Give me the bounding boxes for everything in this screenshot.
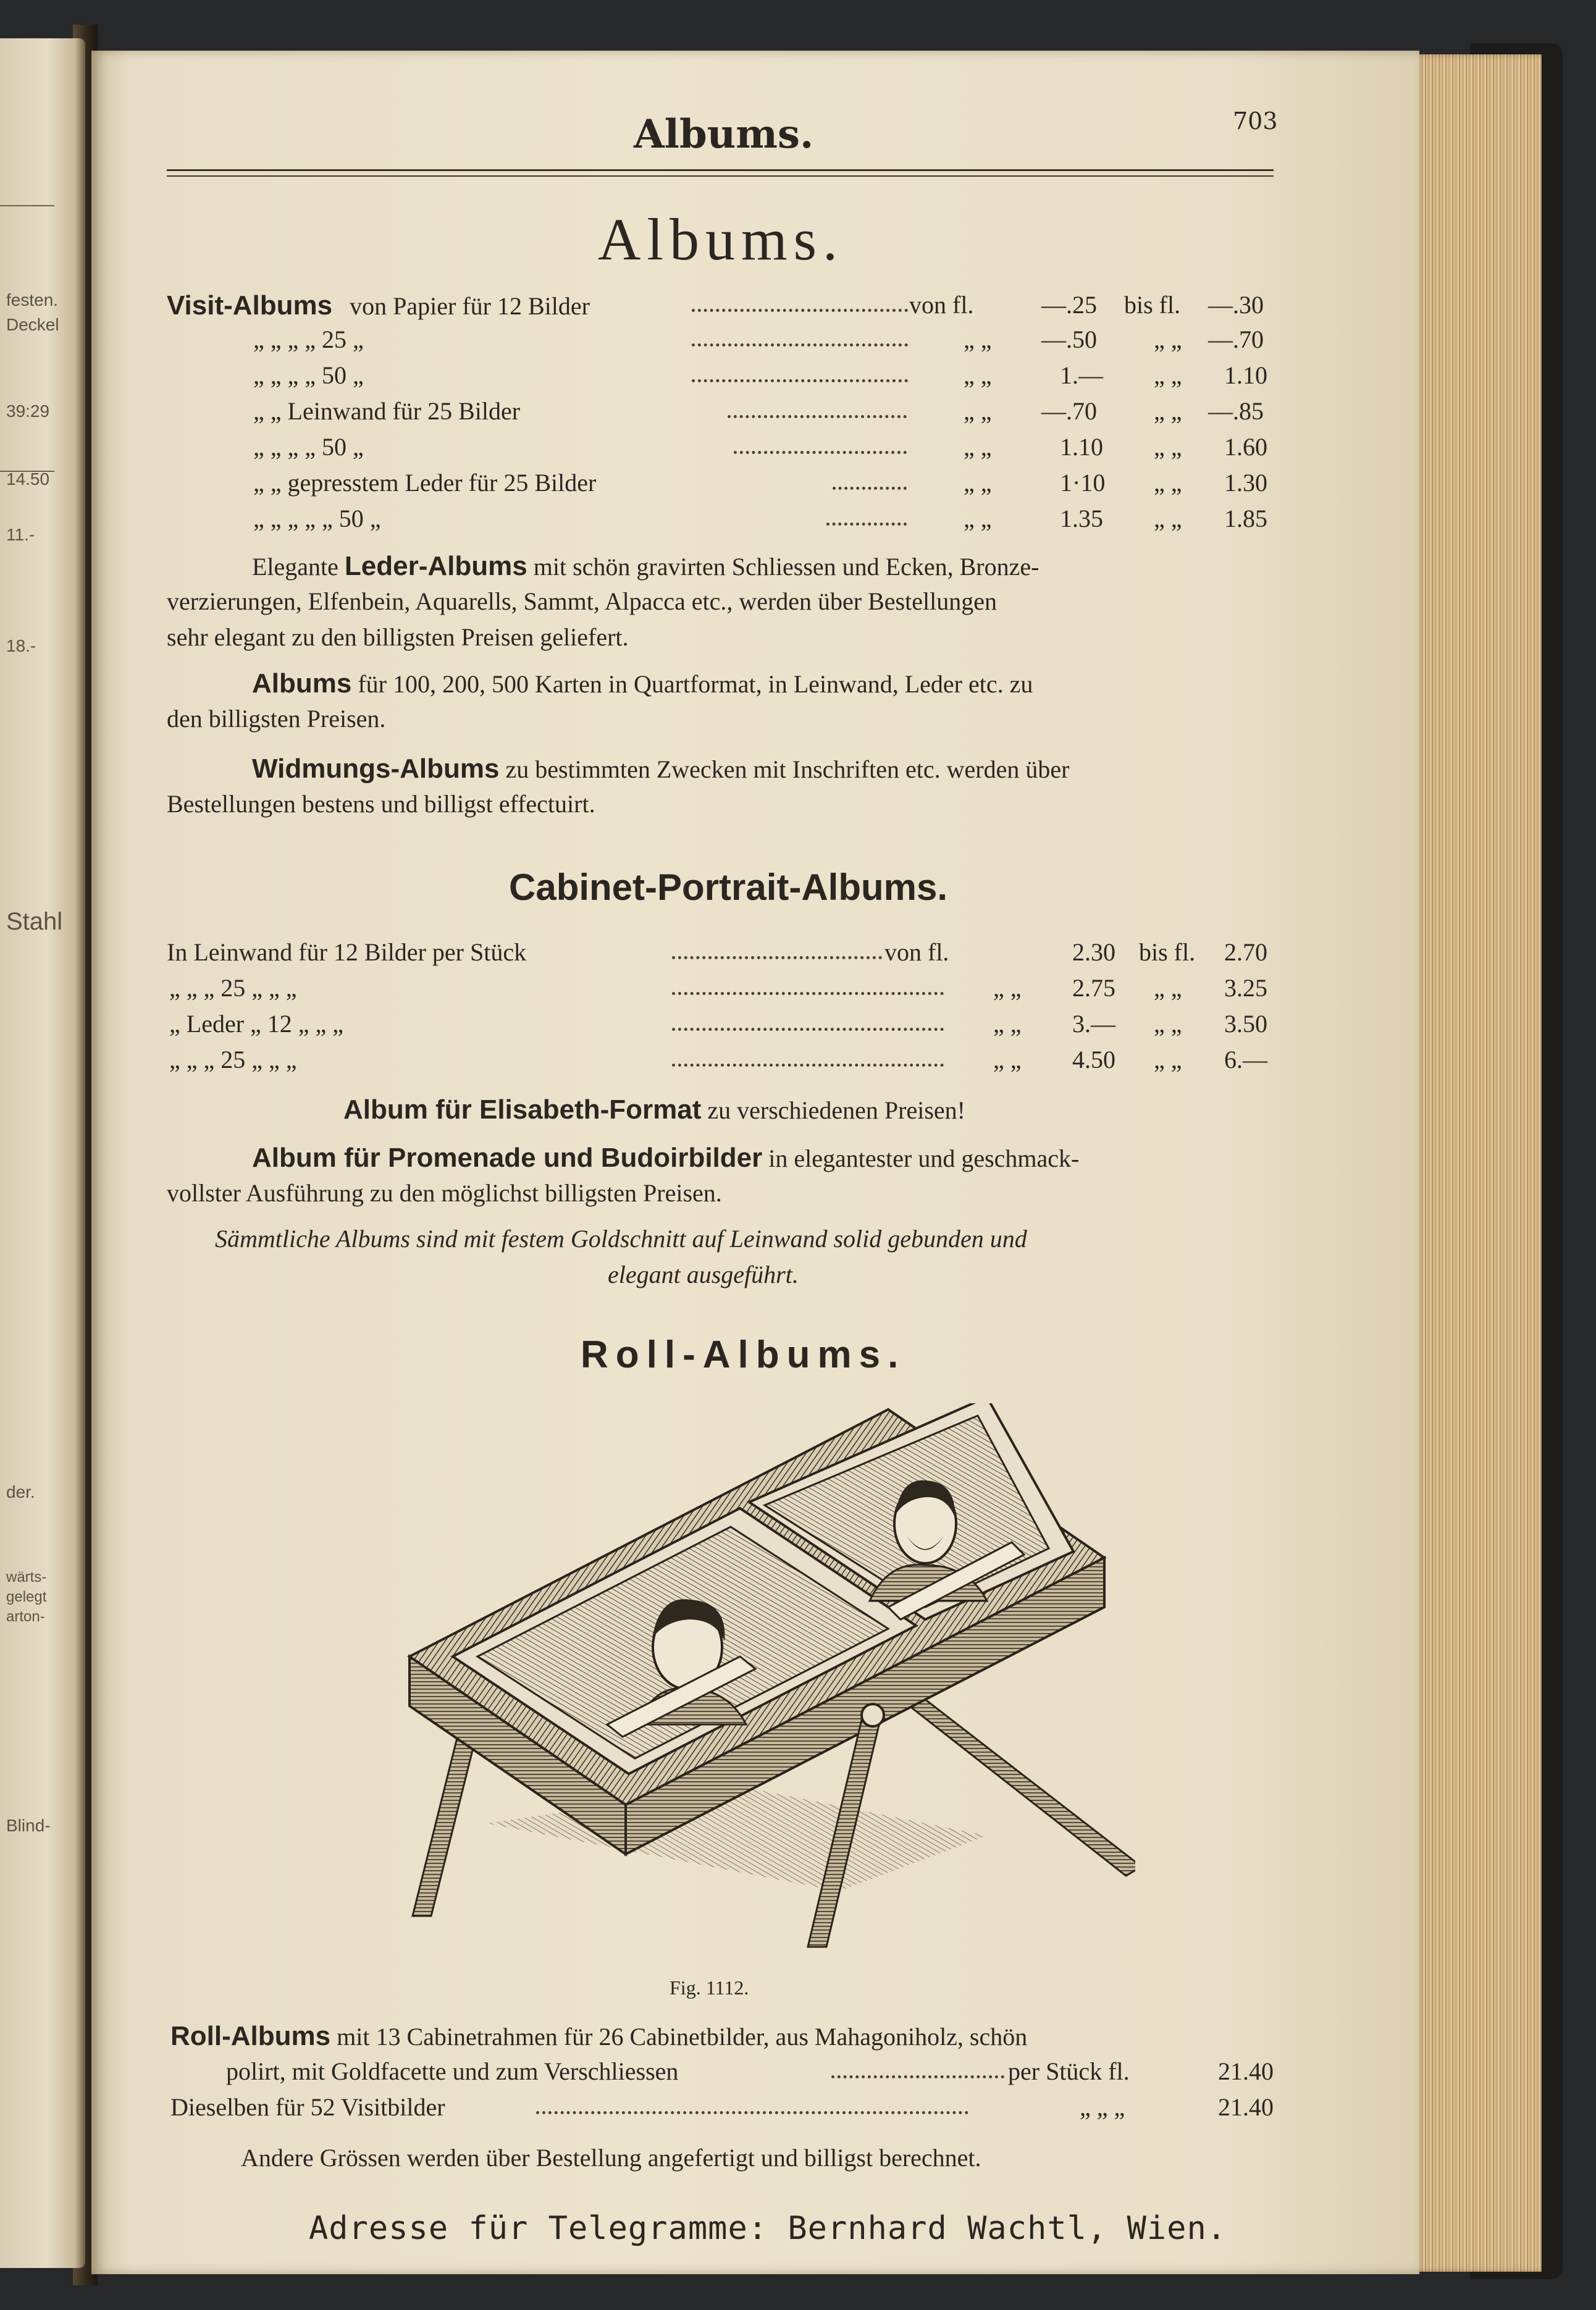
row-price-from: —.25 (1041, 291, 1097, 319)
roll-album-illustration (394, 1403, 1135, 1990)
row-unit: „ „ (964, 433, 992, 461)
paragraph-line: Andere Grössen werden über Bestellung angefertigt und billigst berechnet. (241, 2144, 981, 2172)
row-price-to: —.70 (1208, 326, 1264, 353)
row-price-to: 1.10 (1224, 361, 1267, 389)
row-label: „ Leder „ 12 „ „ „ (169, 1010, 344, 1038)
paragraph-line: polirt, mit Goldfacette und zum Verschliessen (226, 2057, 679, 2085)
row-price-from: 1.10 (1060, 433, 1103, 461)
row-bis: „ „ (1154, 974, 1182, 1002)
book-page (91, 51, 1419, 2274)
left-page-fragment (0, 38, 85, 2268)
row-label: „ „ „ 25 „ „ „ (169, 974, 297, 1002)
paragraph-line: vollster Ausführung zu den möglichst billigsten Preisen. (167, 1179, 722, 1207)
paragraph-bold: Albums (252, 668, 352, 699)
paragraph-line (343, 1094, 965, 1125)
left-fragment-text: arton- (6, 1608, 45, 1625)
row-price-from: 1.— (1060, 361, 1103, 389)
row-unit: „ „ (964, 361, 992, 389)
row-bis: „ „ (1154, 1010, 1182, 1038)
row-unit: von fl. (884, 938, 949, 966)
paragraph-line: Bestellungen bestens und billigst effectuirt. (167, 790, 595, 818)
section-title: Albums. (598, 206, 844, 272)
row-unit: „ „ (993, 1046, 1022, 1073)
paragraph-text: zu bestimmten Zwecken mit Inschriften etc. werden über (505, 755, 1070, 783)
row-bis: „ „ (1154, 505, 1182, 532)
paragraph-text: in elegantester und geschmack- (768, 1144, 1080, 1172)
paragraph-lead: Elegante (252, 553, 338, 581)
row-price-to: —.30 (1208, 291, 1264, 319)
row-price-from: —.50 (1041, 326, 1097, 353)
page-edges (1414, 54, 1542, 2272)
row-price-to: 1.85 (1224, 505, 1267, 532)
row-unit: per Stück fl. (1008, 2057, 1130, 2085)
row-price-from: 4.50 (1072, 1046, 1115, 1073)
italic-note: Sämmtliche Albums sind mit festem Goldschnitt auf Leinwand solid gebunden und (215, 1225, 1027, 1253)
section-title: Cabinet-Portrait-Albums. (509, 867, 948, 908)
left-fragment-text: wärts- (6, 1569, 47, 1586)
row-bis: „ „ (1154, 326, 1182, 353)
row-price-from: 3.— (1072, 1010, 1115, 1038)
row-label: „ „ „ „ „ 50 „ (253, 505, 381, 532)
paragraph-bold: Album für Elisabeth-Format (343, 1094, 702, 1125)
row-unit: von fl. (909, 291, 974, 319)
row-unit: „ „ (964, 397, 992, 425)
telegram-footer: Adresse für Telegramme: Bernhard Wachtl, Wien. (309, 2210, 1227, 2247)
row-label: „ „ „ „ 50 „ (253, 433, 364, 461)
row-price-from: —.70 (1041, 397, 1097, 425)
row-bis: bis fl. (1124, 291, 1181, 319)
row-price-from: 1·10 (1060, 469, 1106, 497)
row-unit: „ „ (993, 974, 1022, 1002)
paragraph-text: zu verschiedenen Preisen! (707, 1096, 965, 1124)
paragraph-line: sehr elegant zu den billigsten Preisen geliefert. (167, 623, 629, 651)
row-bis: bis fl. (1139, 938, 1196, 966)
row-unit: „ „ (964, 505, 992, 532)
paragraph-bold: Leder-Albums (344, 551, 527, 581)
row-price-from: 2.75 (1072, 974, 1115, 1002)
left-fragment-text: festen. (6, 290, 59, 309)
paragraph-text: mit schön gravirten Schliessen und Ecken, Bronze- (533, 553, 1040, 581)
left-fragment-text: gelegt (6, 1589, 47, 1605)
price-row (167, 290, 590, 321)
paragraph-line: Dieselben für 52 Visitbilder (170, 2093, 445, 2121)
paragraph-line: verzierungen, Elfenbein, Aquarells, Sammt, Alpacca etc., werden über Bestellungen (167, 587, 997, 615)
row-label: In Leinwand für 12 Bilder per Stück (167, 938, 527, 966)
row-unit: „ „ (993, 1010, 1022, 1038)
section-title: Roll-Albums. (581, 1334, 906, 1376)
row-label: „ „ gepresstem Leder für 25 Bilder (253, 469, 597, 497)
paragraph-bold: Widmungs-Albums (252, 754, 500, 784)
row-label: „ „ „ „ 25 „ (253, 326, 364, 353)
row-price-to: 3.50 (1224, 1010, 1267, 1038)
left-fragment-text: 11.- (6, 525, 35, 544)
row-price-to: 3.25 (1224, 974, 1267, 1002)
row-unit: „ „ „ (1080, 2093, 1125, 2121)
paragraph-text: für 100, 200, 500 Karten in Quartformat, in Leinwand, Leder etc. zu (358, 670, 1033, 698)
row-price-to: 1.30 (1224, 469, 1267, 497)
left-fragment-text: 14.50 (6, 469, 50, 489)
left-fragment-text: der. (6, 1482, 35, 1502)
paragraph-line (252, 754, 1069, 784)
paragraph-line (170, 2021, 1027, 2052)
paragraph-line: den billigsten Preisen. (167, 705, 386, 733)
paragraph-bold: Roll-Albums (170, 2021, 331, 2051)
paragraph-line (252, 668, 1033, 699)
row-price: 21.40 (1218, 2057, 1274, 2085)
row-bis: „ „ (1154, 397, 1182, 425)
row-bis: „ „ (1154, 433, 1182, 461)
paragraph-bold: Album für Promenade und Budoirbilder (252, 1143, 763, 1173)
row-price: 21.40 (1218, 2093, 1274, 2121)
paragraph-line (252, 551, 1039, 582)
paragraph-line (252, 1143, 1079, 1174)
left-fragment-text: Deckel (6, 315, 59, 334)
row-unit: „ „ (964, 469, 992, 497)
figure-caption: Fig. 1112. (670, 1976, 749, 1999)
italic-note: elegant ausgeführt. (608, 1261, 799, 1288)
left-fragment-text: 18.- (6, 636, 36, 655)
row-label: „ „ „ „ 50 „ (253, 361, 364, 389)
row-bis: „ „ (1154, 361, 1182, 389)
row-label: von Papier für 12 Bilder (350, 292, 590, 320)
row-price-to: —.85 (1208, 397, 1264, 425)
page-number: 703 (1233, 107, 1278, 135)
row-price-from: 2.30 (1072, 938, 1115, 966)
row-price-from: 1.35 (1060, 505, 1103, 532)
row-unit: „ „ (964, 326, 992, 353)
row-label: „ „ „ 25 „ „ „ (169, 1046, 297, 1073)
left-fragment-text: 39:29 (6, 401, 50, 421)
row-price-to: 1.60 (1224, 433, 1267, 461)
row-label: „ „ Leinwand für 25 Bilder (253, 397, 521, 425)
row-lead-bold: Visit-Albums (167, 290, 333, 321)
row-price-to: 6.— (1224, 1046, 1267, 1073)
left-fragment-text: Blind- (6, 1816, 51, 1835)
row-bis: „ „ (1154, 1046, 1182, 1073)
row-price-to: 2.70 (1224, 938, 1267, 966)
row-bis: „ „ (1154, 469, 1182, 497)
paragraph-text: mit 13 Cabinetrahmen für 26 Cabinetbilder, aus Mahagoniholz, schön (337, 2023, 1028, 2051)
running-title: Albums. (634, 111, 814, 158)
left-fragment-text: Stahl (6, 908, 63, 935)
